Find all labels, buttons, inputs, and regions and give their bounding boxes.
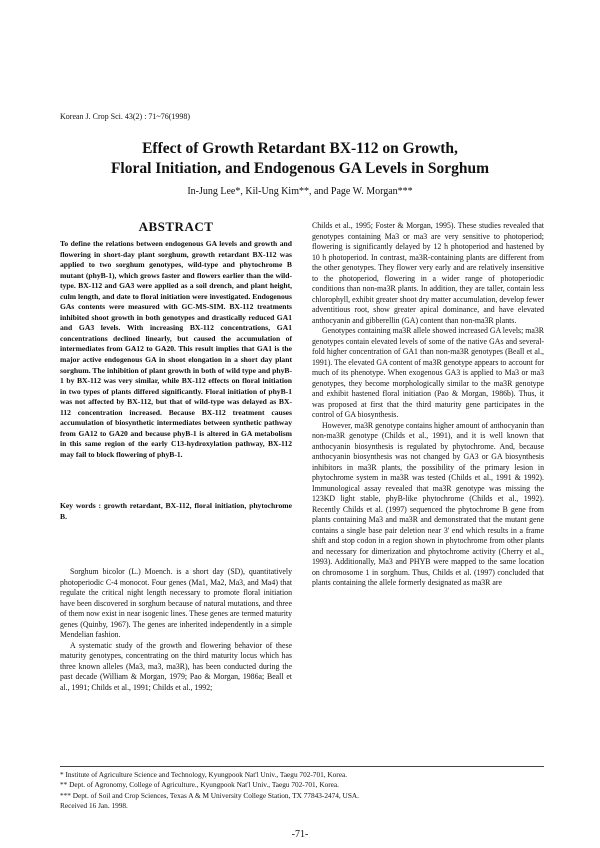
title-line-1: Effect of Growth Retardant BX-112 on Growth, (142, 140, 458, 157)
body-paragraph-1: Childs et al., 1995; Foster & Morgan, 1995). These studies revealed that genotypes containing Ma3 or ma3 are very sensitive to photoperiod; flowering is significantly delayed by 12 h photoperiod and hastened by 10 h photoperiod. In contrast, ma3R-containing plants are different from the other genotypes. They flower very early and are relatively insensitive to the photoperiod, flowering in a wider range of photoperiodic conditions than non-ma3R plants. In addition, they are taller, contain less chlorophyll, exhibit greater shoot dry matter accumulation, develop fewer adventitious root, show greater apical dominance, and have elevated anthocyanin and gibberellin (GA) content than non-ma3R plants. (312, 221, 544, 325)
introduction (60, 567, 292, 693)
page-number: -71- (291, 829, 309, 840)
right-column (312, 221, 544, 589)
author-list: In-Jung Lee*, Kil-Ung Kim**, and Page W. Morgan*** (187, 186, 413, 197)
body-paragraph-3: However, ma3R genotype contains higher amount of anthocyanin than non-ma3R genotype (Childs et al., 1991), and it is well known that anthocyanin biosynthesis is regulated by phytochrome. And, because anthocyanin biosynthesis was not changed by GA3 or GA biosynthesis inhibitors in ma3R plants, the possibility of the primary lesion in phytochrome system in ma3R was tested (Childs et al., 1991 & 1992). Immunological assay revealed that ma3R genotype was missing the 123KD light stable, phyB-like phytochrome (Childs et al., 1992). Recently Childs et al. (1997) sequenced the phytochrome B gene from plants containing Ma3 and ma3R and demonstrated that the mutant gene contains a single base pair deletion near 3' end which results in a frame shift and stop codon in a region shown in phytochrome from other plants and necessary for dimerization and phytochrome activity (Cherry et al., 1993). Additionally, Ma3 and PHYB were mapped to the same location on chromosome 1 in sorghum. Thus, Childs et al. (1997) concluded that plants containing the allele formerly designated as ma3R are (312, 420, 544, 587)
paper-title (0, 139, 600, 179)
body-paragraph-2: Genotypes containing ma3R allele showed increased GA levels; ma3R genotypes contain elevated levels of some of the native GAs and several-fold higher concentration of GA1 than non-ma3R genotypes (Beall et al., 1991). The elevated GA content of ma3R genotype appears to account for much of its phenotype. When exogenous GA3 is applied to Ma3 or ma3 genotypes, they become morphologically similar to the ma3R genotype and exhibit hastened floral initiation (Pao & Morgan, 1986b). Thus, it was proposed at first that the third maturity gene participates in the control of GA biosynthesis. (312, 326, 544, 419)
journal-citation: Korean J. Crop Sci. 43(2) : 71~76(1998) (60, 112, 191, 121)
footnote-2: ** Dept. of Agronomy, College of Agriculture., Kyungpook Nat'l Univ., Taegu 702-701, Korea. (60, 780, 339, 790)
footnote-3: *** Dept. of Soil and Crop Sciences, Texas A & M University College Station, TX 77843-2474, USA. (60, 790, 359, 800)
intro-paragraph-2: A systematic study of the growth and flowering behavior of these maturity genotypes, concentrating on the third maturity locus which has three known alleles (Ma3, ma3, ma3R), has been conducted during the past decade (William & Morgan, 1979; Pao & Morgan, 1986a; Beall et al., 1991; Childs et al., 1991; Childs et al., 1992; (60, 640, 292, 692)
intro-paragraph-1: Sorghum bicolor (L.) Moench. is a short day (SD), quantitatively photoperiodic C-4 monocot. Four genes (Ma1, Ma2, Ma3, and Ma4) that regulate the critical night length necessary to promote floral initiation have been discovered in sorghum because of natural mutations, and three of them now exist in near isogenic lines. These genes are termed maturity genes (Quinby, 1967). The genes are inherited independently in a simple Mendelian fashion. (60, 567, 292, 639)
footnote-divider (60, 766, 544, 767)
keywords: Key words : growth retardant, BX-112, floral initiation, phytochrome B. (60, 501, 292, 521)
footnote-1: * Institute of Agriculture Science and Technology, Kyungpook Nat'l Univ., Taegu 702-701, Korea. (60, 770, 348, 779)
abstract-heading: ABSTRACT (138, 219, 214, 234)
received-date: Received 16 Jan. 1998. (60, 801, 128, 811)
title-line-2: Floral Initiation, and Endogenous GA Levels in Sorghum (110, 160, 490, 177)
abstract-text: To define the relations between endogenous GA levels and growth and flowering in short-day plant sorghum, growth retardant BX-112 was applied to two sorghum genotypes, wild-type and phytochrome B mutant (phyB-1), which grows faster and flowers earlier than the wild-type. BX-112 and GA3 were applied as a soil drench, and plant height, culm length, and date to floral initiation were investigated. Endogenous GAs contents were measured with GC-MS-SIM. BX-112 treatments inhibited shoot growth in both genotypes and drastically reduced GA1 and GA3 levels. With increasing BX-112 concentrations, GA1 concentrations declined linearly, but caused the accumulation of intermediates from GA12 to GA20. This result implies that GA1 is the major active endogenous GA in shoot elongation in a short day plant sorghum. The inhibition of plant growth in both of wild type and phyB-1 by BX-112 was very similar, while BX-112 effects on floral initiation in two types of plants differed significantly. Floral initiation of phyB-1 was not affected by BX-112, but that of wild-type was delayed as BX-112 concentration increased. Because BX-112 treatment causes accumulation of biosynthetic intermediates between synthetic pathway from GA12 to GA20 and because phyB-1 is altered in GA metabolism in this same region of the early C13-hydroxylation pathway, BX-112 may fail to block flowering of phyB-1. (60, 239, 292, 459)
footnotes (60, 770, 544, 812)
